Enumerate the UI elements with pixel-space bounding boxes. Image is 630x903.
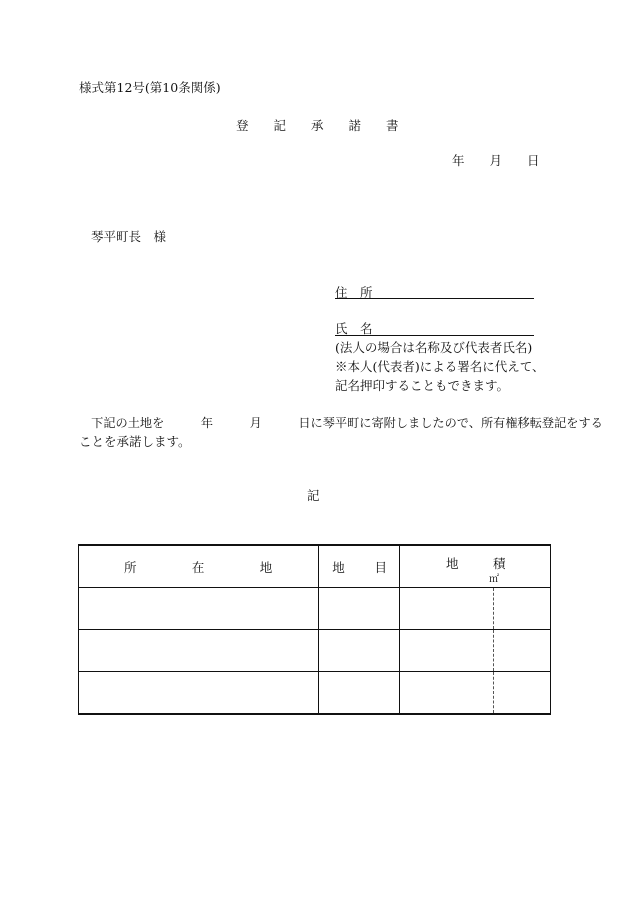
- header-location-char: 所: [124, 559, 137, 575]
- location-cell[interactable]: [79, 672, 319, 715]
- category-cell[interactable]: [319, 630, 400, 672]
- address-field-line[interactable]: [335, 298, 534, 299]
- table-row: [79, 630, 551, 672]
- date-line: 年 月 日: [452, 153, 540, 168]
- area-cell[interactable]: [400, 630, 551, 672]
- area-cell[interactable]: [400, 672, 551, 715]
- name-label: 氏 名: [335, 321, 373, 336]
- table-row: [79, 672, 551, 715]
- note-line-3: 記名押印することもできます。: [335, 378, 510, 393]
- table-header-row: [79, 545, 551, 588]
- category-cell[interactable]: [319, 672, 400, 715]
- category-cell[interactable]: [319, 588, 400, 630]
- body-line-2: ことを承諾します。: [79, 434, 191, 449]
- decimal-divider: [493, 672, 494, 713]
- header-area-unit: ㎡: [489, 574, 500, 585]
- header-category-char: 地: [332, 559, 345, 575]
- note-line-1: (法人の場合は名称及び代表者氏名): [335, 340, 533, 355]
- header-category: [319, 545, 400, 588]
- body-line-1: 下記の土地を 年 月 日に琴平町に寄附しましたので、所有権移転登記をする: [79, 416, 603, 430]
- form-number: 様式第12号(第10条関係): [79, 80, 221, 95]
- header-location-char: 地: [259, 559, 273, 575]
- land-table: [78, 544, 551, 715]
- header-area-char: 積: [493, 556, 506, 571]
- header-location-char: 在: [191, 559, 205, 575]
- header-category-char: 目: [374, 559, 388, 575]
- area-cell[interactable]: [400, 588, 551, 630]
- note-line-2: ※本人(代表者)による署名に代えて、: [335, 359, 545, 374]
- decimal-divider: [493, 588, 494, 629]
- location-cell[interactable]: [79, 630, 319, 672]
- table-row: [79, 588, 551, 630]
- decimal-divider: [493, 630, 494, 671]
- document-title: 登 記 承 諾 書: [236, 118, 399, 133]
- location-cell[interactable]: [79, 588, 319, 630]
- addressee: 琴平町長 様: [91, 229, 167, 244]
- address-label: 住 所: [335, 285, 373, 300]
- name-field-line[interactable]: [335, 335, 534, 336]
- header-location: [79, 545, 319, 588]
- ki-heading: 記: [307, 488, 320, 503]
- header-area-char: 地: [446, 556, 459, 571]
- header-area: [400, 545, 551, 588]
